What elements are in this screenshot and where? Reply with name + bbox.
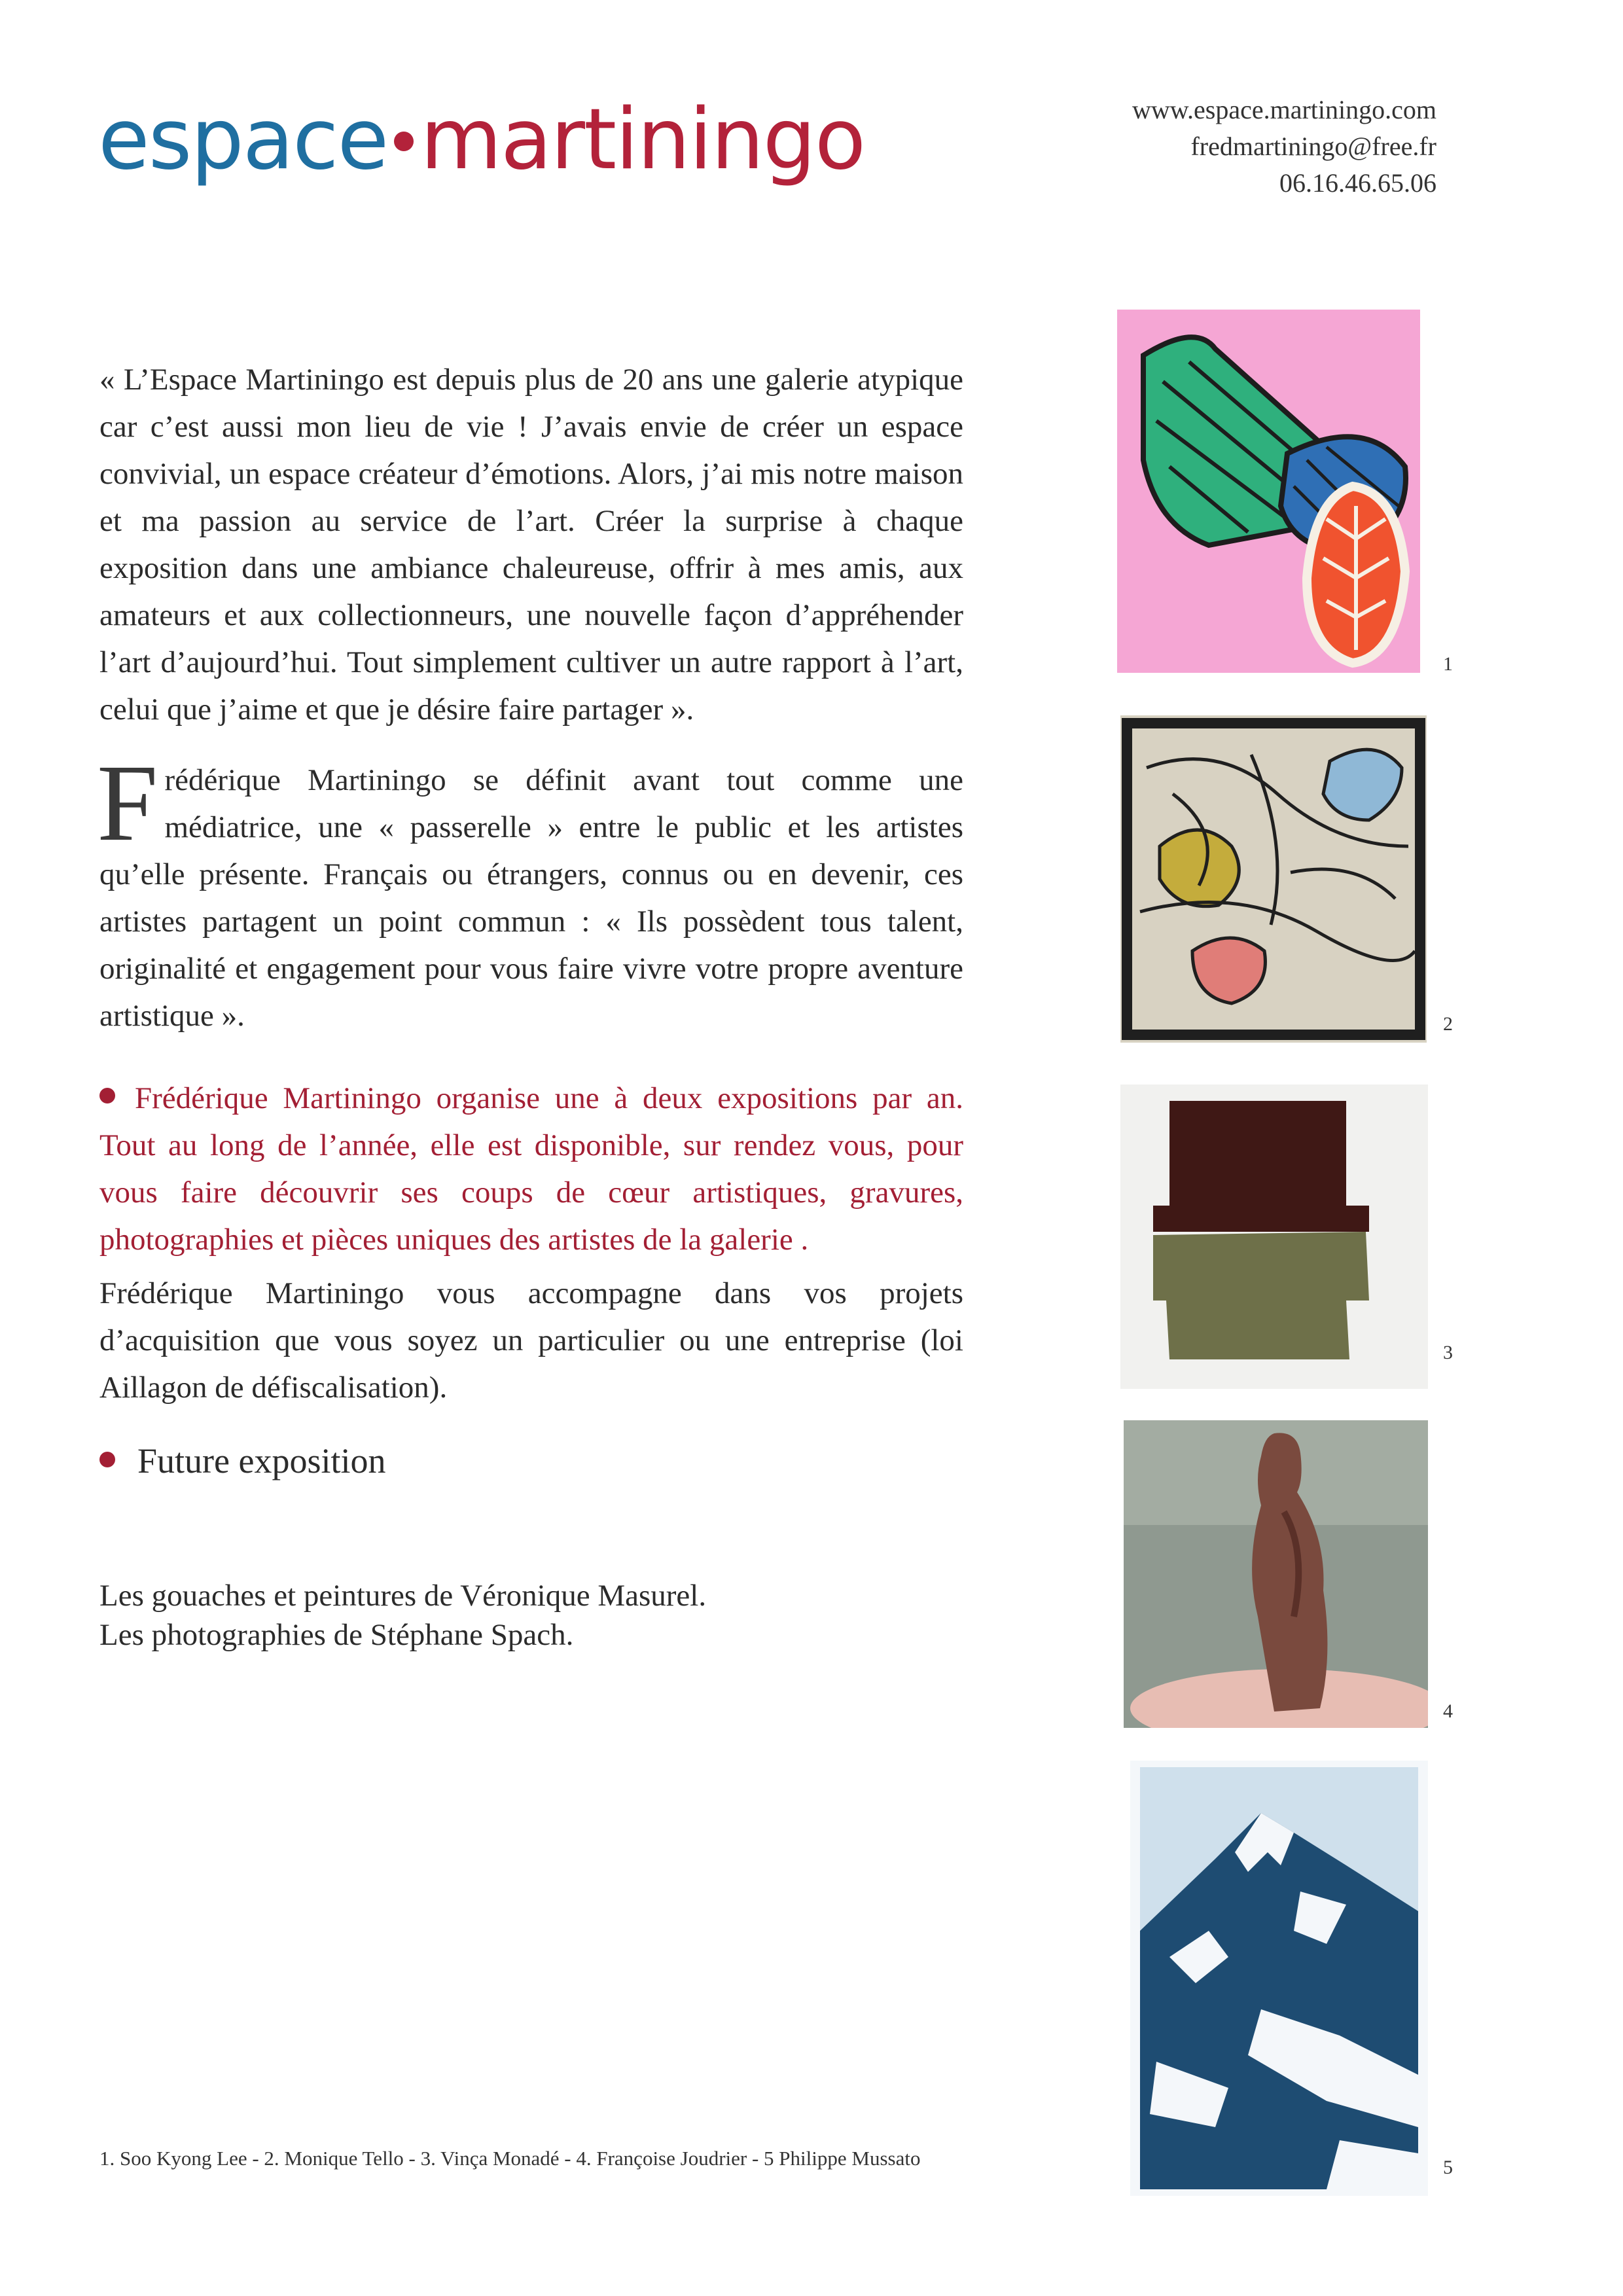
artwork-2-number: 2 — [1443, 1013, 1453, 1035]
exhibitions-text: Frédérique Martiningo organise une à deux expositions par an. Tout au long de l’année, elle est disponible, sur rendez vous, pour vous faire découvrir ses coups de cœur artistiques, gravures, photographies et pièces uniques des artistes de la galerie . — [99, 1081, 963, 1257]
artwork-1-image — [1117, 310, 1420, 673]
drop-cap: F — [97, 742, 158, 864]
artwork-1-number: 1 — [1443, 653, 1453, 675]
main-text-column — [99, 356, 963, 1655]
artwork-4-number: 4 — [1443, 1700, 1453, 1722]
artwork-3-image — [1120, 1085, 1428, 1389]
artwork-2-image — [1120, 715, 1427, 1043]
logo-word-espace: espace — [98, 91, 388, 188]
intro-quote: « L’Espace Martiningo est depuis plus de 20 ans une galerie atypique car c’est aussi mon lieu de vie ! J’avais envie de créer un espace convivial, un espace créateur d’émotions. Alors, j’ai mis notre maison et ma passion au service de l’art. Créer la surprise à chaque exposition dans une ambiance chaleureuse, offrir à mes amis, aux amateurs et aux collectionneurs, une nouvelle façon d’appréhender l’art d’aujourd’hui. Tout simplement cultiver un autre rapport à l’art, celui que j’aime et que je désire faire partager ». — [99, 363, 963, 726]
future-artist-line-2: Les photographies de Stéphane Spach. — [99, 1618, 574, 1652]
email-link[interactable]: fredmartiningo@free.fr — [1190, 132, 1436, 161]
future-exhibition-artists — [99, 1576, 963, 1655]
website-link[interactable]: www.espace.martiningo.com — [1132, 95, 1436, 124]
acquisition-paragraph: Frédérique Martiningo vous accompagne dans vos projets d’acquisition que vous soyez un particulier ou une entreprise (loi Aillagon de défiscalisation). — [99, 1276, 963, 1405]
future-heading-text: Future exposition — [137, 1441, 386, 1480]
bio-text: rédérique Martiningo se définit avant tout comme une médiatrice, une « passerelle » entre le public et les artistes qu’elle présente. Français ou étrangers, connus ou en devenir, ces artistes partagent un point commun : « Ils possèdent tous talent, originalité et engagement pour vous faire vivre votre propre aventure artistique ». — [99, 763, 963, 1033]
contact-block — [1132, 92, 1436, 202]
artwork-5-image — [1130, 1761, 1428, 2196]
exhibitions-paragraph — [99, 1075, 963, 1263]
phone-number: 06.16.46.65.06 — [1279, 168, 1436, 198]
artwork-4-image — [1124, 1420, 1428, 1728]
artwork-credits: 1. Soo Kyong Lee - 2. Monique Tello - 3. Vinça Monadé - 4. Françoise Joudrier - 5 Philippe Mussato — [99, 2147, 921, 2170]
bio-paragraph — [97, 742, 963, 1039]
bullet-dot-icon — [99, 1452, 115, 1467]
logo-dot — [394, 132, 414, 151]
future-artist-line-1: Les gouaches et peintures de Véronique Masurel. — [99, 1579, 707, 1613]
artwork-3-number: 3 — [1443, 1342, 1453, 1363]
gallery-logo — [98, 91, 865, 188]
future-exhibition-heading — [99, 1437, 963, 1484]
artwork-5-number: 5 — [1443, 2157, 1453, 2178]
bullet-dot-icon — [99, 1088, 115, 1103]
logo-word-martiningo: martiningo — [420, 91, 865, 188]
